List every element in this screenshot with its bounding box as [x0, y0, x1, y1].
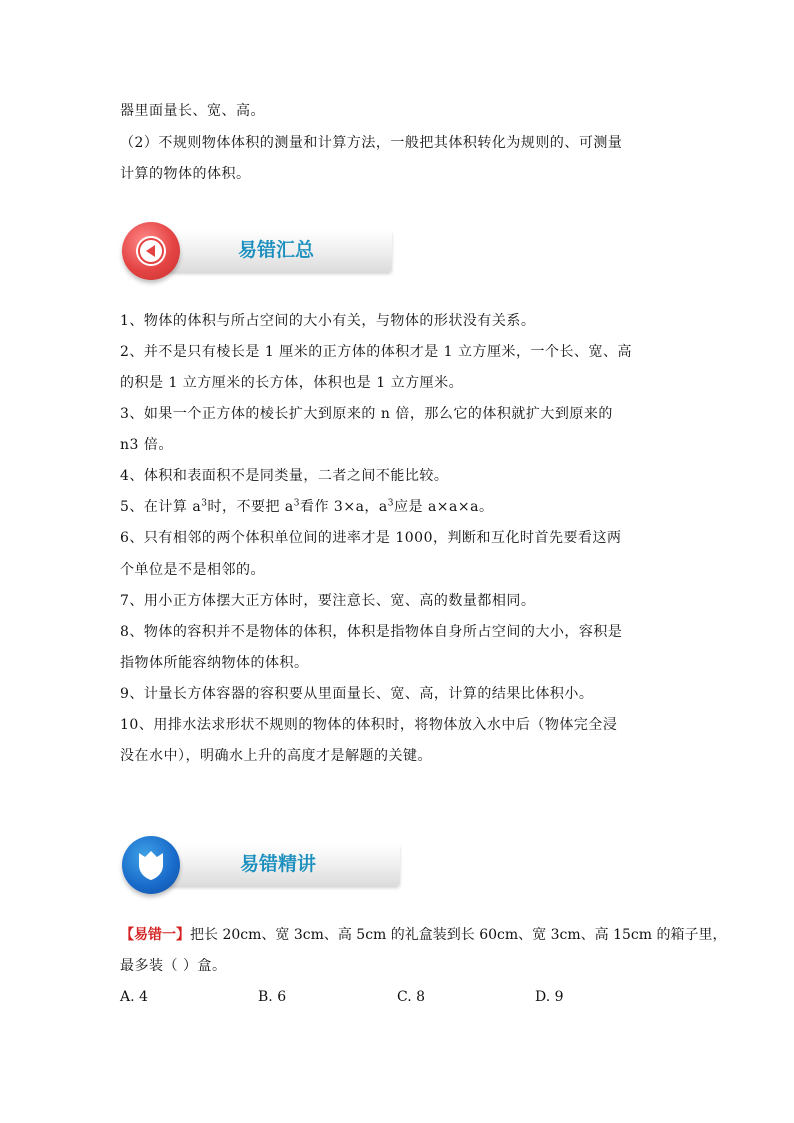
intro-line-2: （2）不规则物体体积的测量和计算方法，一般把其体积转化为规则的、可测量 [120, 135, 623, 151]
intro-line-1: 器里面量长、宽、高。 [120, 103, 265, 119]
section-title: 易错汇总 [238, 239, 315, 261]
shield-icon [137, 849, 165, 885]
back-arrow-icon [136, 236, 166, 266]
point-6-line-2: 个单位是不是相邻的。 [120, 562, 265, 578]
question-line-1 [120, 925, 726, 945]
point-3-line-1: 3、如果一个正方体的棱长扩大到原来的 n 倍，那么它的体积就扩大到原来的 [120, 406, 613, 422]
point-6-line-1: 6、只有相邻的两个体积单位间的进率才是 1000，判断和互化时首先要看这两 [120, 530, 622, 546]
question-tag: 【易错一】 [120, 927, 190, 943]
point-1: 1、物体的体积与所占空间的大小有关，与物体的形状没有关系。 [120, 313, 536, 329]
point-7: 7、用小正方体摆大正方体时，要注意长、宽、高的数量都相同。 [120, 593, 536, 609]
banner-circle-red [122, 222, 180, 280]
section-title: 易错精讲 [240, 853, 317, 875]
point-8-line-1: 8、物体的容积并不是物体的体积，体积是指物体自身所占空间的大小，容积是 [120, 624, 623, 640]
point-2-line-2: 的积是 1 立方厘米的长方体，体积也是 1 立方厘米。 [120, 375, 464, 391]
point-10-line-1: 10、用排水法求形状不规则的物体的体积时，将物体放入水中后（物体完全浸 [120, 717, 618, 733]
banner-circle-blue [122, 836, 180, 894]
point-4: 4、体积和表面积不是同类量，二者之间不能比较。 [120, 468, 449, 484]
section-banner-common-errors [122, 224, 392, 280]
question-text-1: 把长 20cm、宽 3cm、高 5cm 的礼盒装到长 60cm、宽 3cm、高 15cm 的箱子里， [190, 927, 727, 943]
point-9: 9、计量长方体容器的容积要从里面量长、宽、高，计算的结果比体积小。 [120, 686, 594, 702]
question-line-2: 最多装（ ）盒。 [120, 958, 227, 974]
option-a: A. 4 [120, 989, 148, 1005]
option-b: B. 6 [258, 989, 287, 1005]
point-10-line-2: 没在水中），明确水上升的高度才是解题的关键。 [120, 748, 432, 764]
point-5: 5、在计算 $a^3$时，不要把 $a^3$看作 3×a，$a^3$应是 a×a×a。 [120, 498, 494, 515]
point-8-line-2: 指物体所能容纳物体的体积。 [120, 655, 309, 671]
option-c: C. 8 [397, 989, 426, 1005]
section-banner-error-explained [122, 838, 400, 894]
point-2-line-1: 2、并不是只有棱长是 1 厘米的正方体的体积才是 1 立方厘米，一个长、宽、高 [120, 344, 633, 360]
intro-line-3: 计算的物体的体积。 [120, 166, 251, 182]
point-3-line-2: n3 倍。 [120, 437, 173, 453]
option-d: D. 9 [535, 989, 564, 1005]
